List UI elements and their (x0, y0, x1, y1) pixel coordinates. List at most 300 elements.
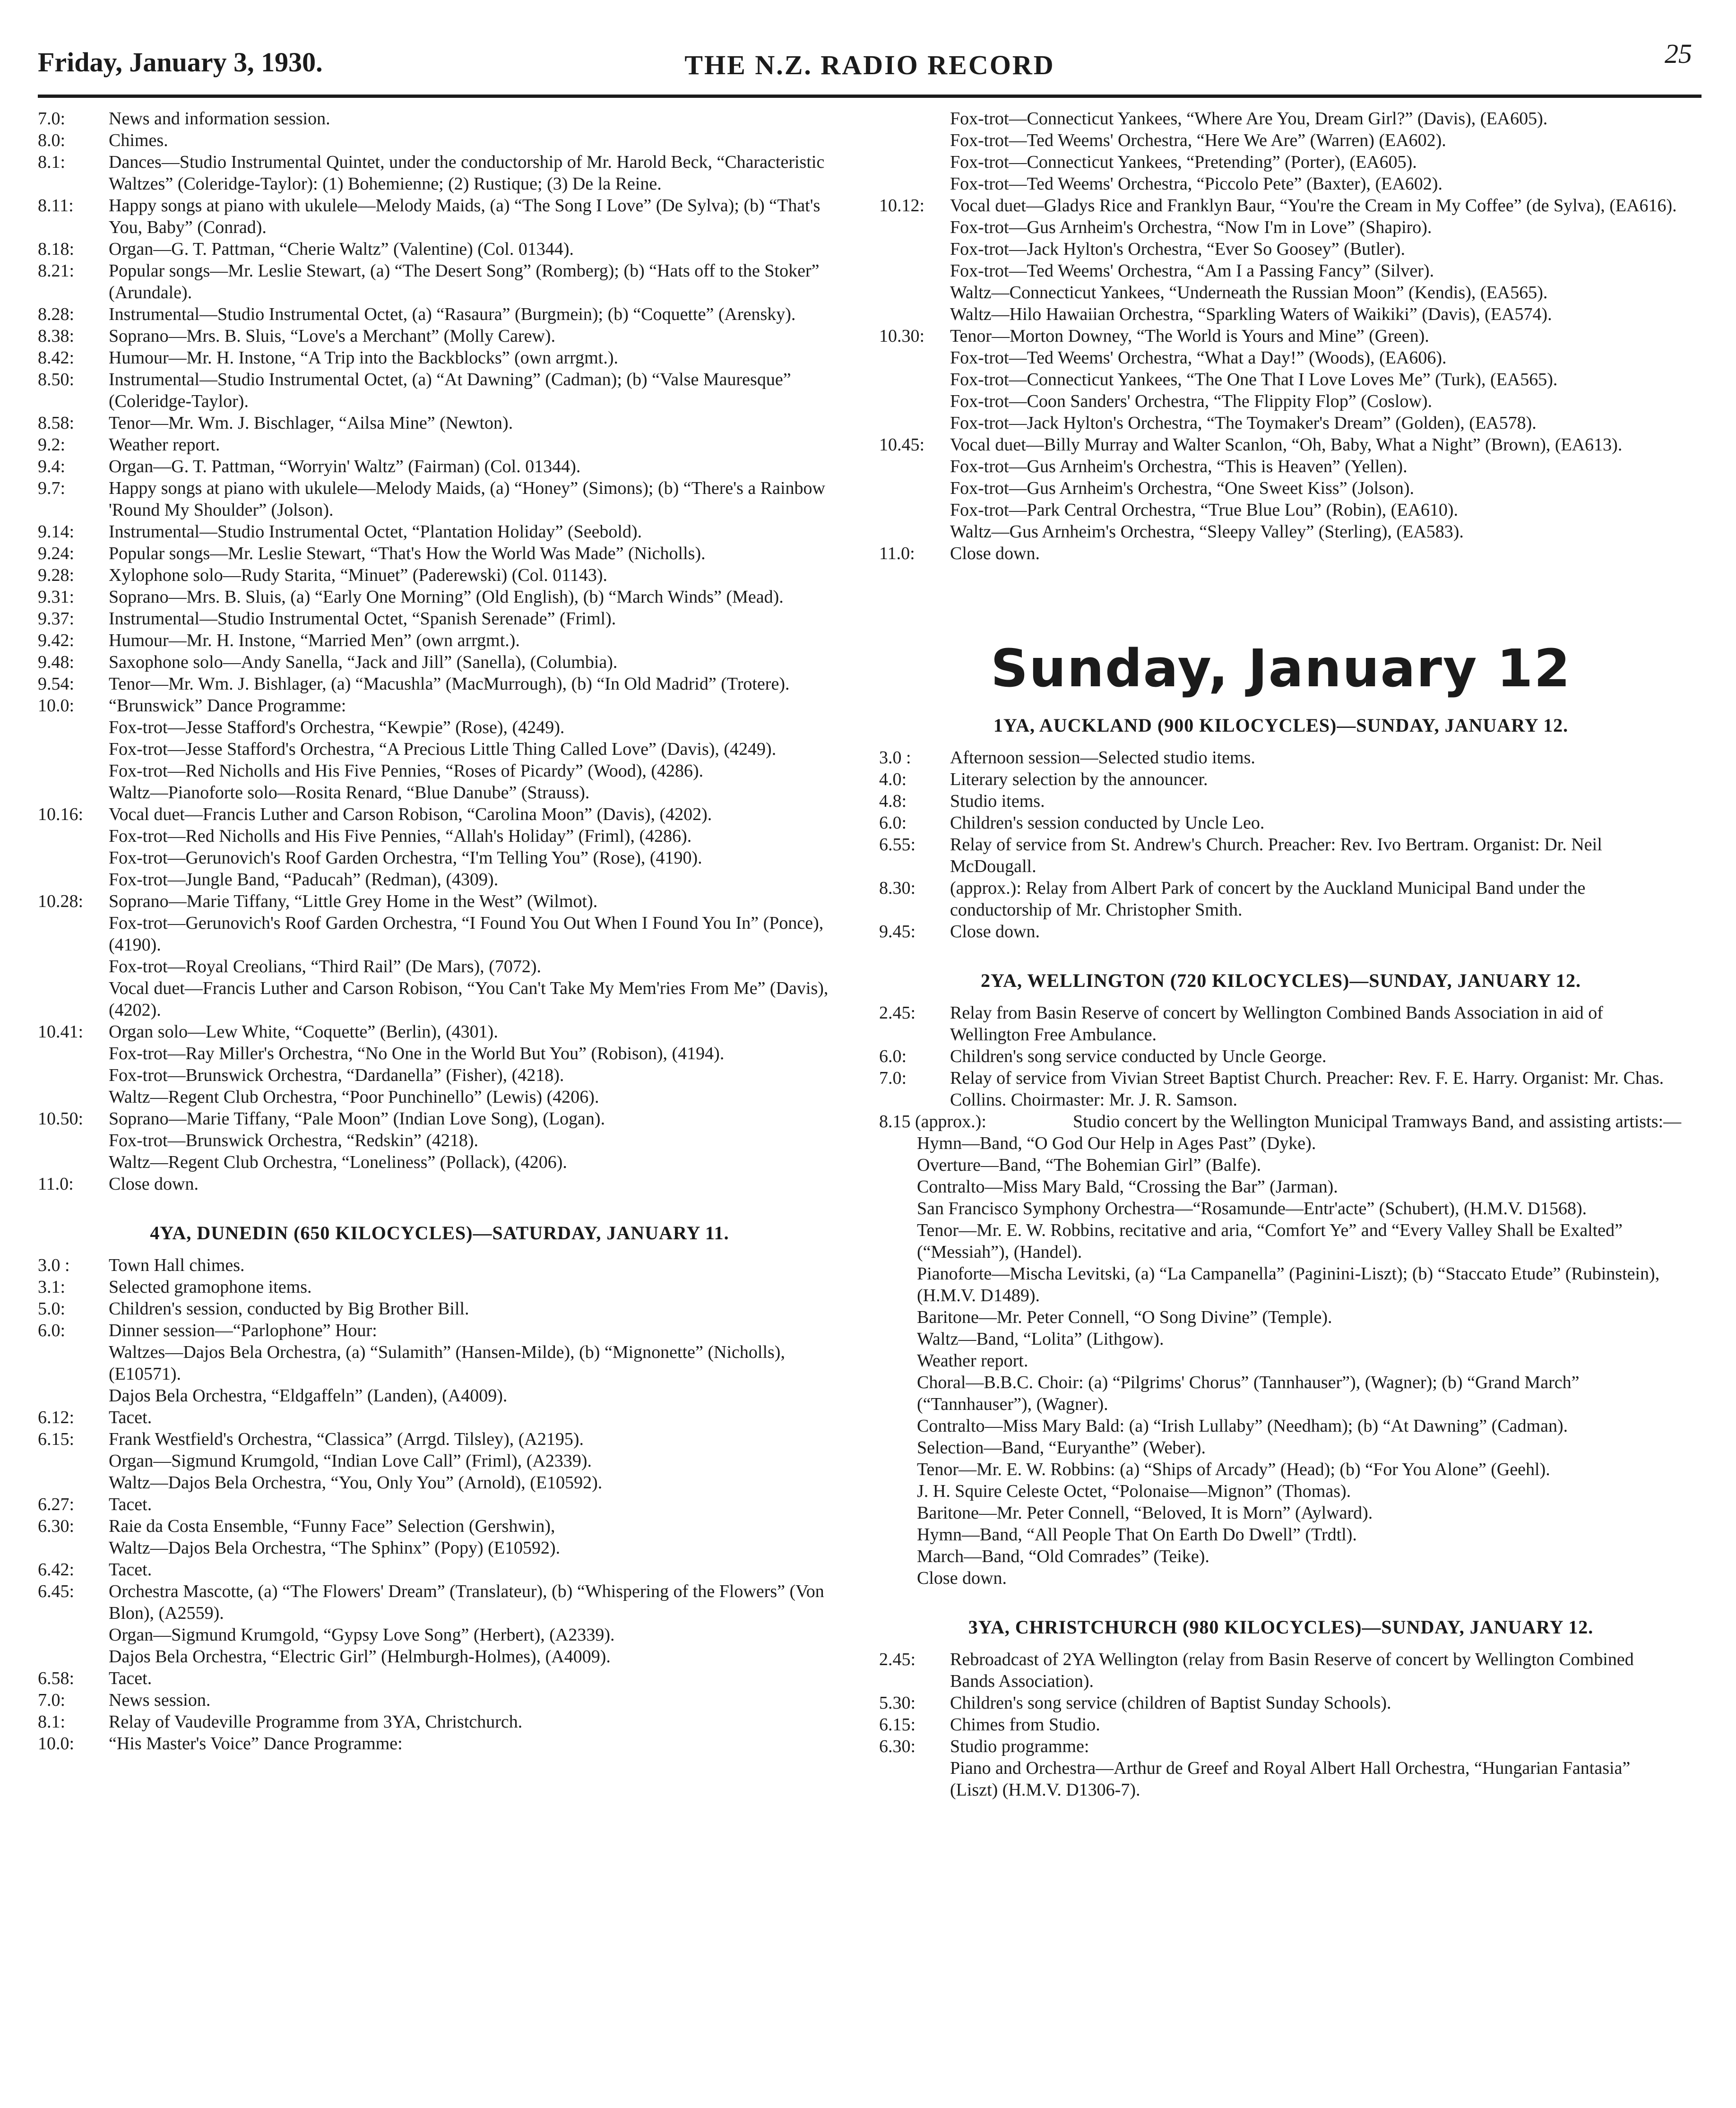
entry-text: Fox-trot—Jesse Stafford's Orchestra, “A Precious Little Thing Called Love” (Davis), (4249). (109, 739, 777, 759)
programme-list-4ya-saturday (38, 1254, 841, 1754)
entry-text: Waltz—Pianoforte solo—Rosita Renard, “Blue Danube” (Strauss). (109, 783, 590, 803)
entry-time: 6.0: (879, 813, 907, 833)
entry-text: Town Hall chimes. (109, 1255, 245, 1275)
entry-text: Vocal duet—Francis Luther and Carson Robison, “Carolina Moon” (Davis), (4202). (109, 804, 712, 824)
programme-entry (38, 1043, 841, 1064)
programme-entry (38, 977, 841, 1021)
entry-text: Relay of Vaudeville Programme from 3YA, Christchurch. (109, 1712, 523, 1732)
entry-text: Close down. (950, 922, 1040, 942)
programme-entry (879, 325, 1683, 347)
programme-sub-item: Pianoforte—Mischa Levitski, (a) “La Campanella” (Paginini-Liszt); (b) “Staccato Etude” (Rubinstein), (H.M.V. D1489). (917, 1264, 1660, 1305)
entry-time: 9.54: (38, 674, 75, 694)
issue-date: Friday, January 3, 1930. (38, 47, 323, 78)
programme-sub-item: San Francisco Symphony Orchestra—“Rosamunde—Entr'acte” (Schubert), (H.M.V. D1568). (917, 1199, 1587, 1218)
entry-time: 7.0: (38, 109, 66, 129)
entry-time: 8.58: (38, 413, 75, 433)
entry-time: 9.4: (38, 457, 66, 476)
entry-text: Studio programme: (950, 1737, 1089, 1756)
entry-time (38, 1537, 109, 1559)
entry-text: Fox-trot—Ted Weems' Orchestra, “What a Day!” (Woods), (EA606). (950, 348, 1447, 368)
entry-text: Fox-trot—Jack Hylton's Orchestra, “Ever So Goosey” (Butler). (950, 239, 1405, 259)
programme-entry (38, 477, 841, 521)
entry-time (879, 173, 950, 195)
programme-entry (38, 456, 841, 477)
entry-time: 3.0 : (879, 748, 911, 768)
programme-entry (879, 130, 1683, 151)
entry-text: Soprano—Mrs. B. Sluis, (a) “Early One Morning” (Old English), (b) “March Winds” (Mead). (109, 587, 784, 607)
entry-time (38, 717, 109, 738)
programme-entry (38, 890, 841, 912)
entry-text: Close down. (950, 544, 1040, 563)
programme-entry (879, 521, 1683, 543)
entry-time: 8.30: (879, 878, 916, 898)
entry-text: Selected gramophone items. (109, 1277, 312, 1297)
programme-sub-item: Tenor—Mr. E. W. Robbins: (a) “Ships of Arcady” (Head); (b) “For You Alone” (Geehl). (917, 1460, 1550, 1479)
entry-time: 6.12: (38, 1408, 75, 1427)
entry-text: Studio concert by the Wellington Municipal Tramways Band, and assisting artists:— (1073, 1112, 1682, 1132)
programme-entry (879, 543, 1683, 564)
entry-time: 9.28: (38, 565, 75, 585)
programme-entry (38, 1515, 841, 1537)
entry-time: 6.0: (38, 1321, 66, 1340)
programme-entry (38, 195, 841, 238)
entry-text: Organ—Sigmund Krumgold, “Gypsy Love Song” (Herbert), (A2339). (109, 1625, 615, 1645)
programme-entry (38, 303, 841, 325)
entry-time: 4.8: (879, 791, 907, 811)
entry-time: 6.15: (38, 1429, 75, 1449)
entry-text: Fox-trot—Gus Arnheim's Orchestra, “This is Heaven” (Yellen). (950, 457, 1408, 476)
programme-sub-item: Hymn—Band, “All People That On Earth Do Dwell” (Trdtl). (917, 1525, 1357, 1545)
entry-time: 10.16: (38, 804, 84, 824)
programme-entry (879, 369, 1683, 390)
programme-entry (38, 260, 841, 303)
entry-time: 6.58: (38, 1668, 75, 1688)
programme-entry (879, 412, 1683, 434)
entry-time (38, 1385, 109, 1407)
entry-text: Fox-trot—Red Nicholls and His Five Pennies, “Roses of Picardy” (Wood), (4286). (109, 761, 704, 781)
programme-entry (38, 1472, 841, 1494)
entry-text: Waltz—Gus Arnheim's Orchestra, “Sleepy Valley” (Sterling), (EA583). (950, 522, 1464, 542)
entry-time: 9.37: (38, 609, 75, 629)
entry-time (38, 956, 109, 977)
entry-time: 9.48: (38, 652, 75, 672)
programme-entry (879, 812, 1683, 834)
programme-entry (38, 1276, 841, 1298)
programme-entry (38, 608, 841, 630)
programme-entry (38, 847, 841, 869)
entry-text: Orchestra Mascotte, (a) “The Flowers' Dream” (Translateur), (b) “Whispering of the Flowers” (Von Blon), (A2559). (109, 1581, 824, 1623)
entry-time (38, 760, 109, 782)
entry-text: Tenor—Mr. Wm. J. Bischlager, “Ailsa Mine” (Newton). (109, 413, 513, 433)
entry-time: 3.0 : (38, 1255, 70, 1275)
entry-text: Chimes. (109, 130, 168, 150)
entry-text: Vocal duet—Billy Murray and Walter Scanlon, “Oh, Baby, What a Night” (Brown), (EA613). (950, 435, 1623, 455)
programme-sub-item: Baritone—Mr. Peter Connell, “O Song Divine” (Temple). (917, 1307, 1332, 1327)
entry-time (38, 1646, 109, 1667)
entry-text: Fox-trot—Ray Miller's Orchestra, “No One in the World But You” (Robison), (4194). (109, 1044, 725, 1063)
station-heading-4ya: 4YA, DUNEDIN (650 KILOCYCLES)—SATURDAY, JANUARY 11. (150, 1222, 729, 1244)
entry-time: 6.15: (879, 1715, 916, 1735)
programme-entry (38, 1064, 841, 1086)
programme-entry (38, 956, 841, 977)
entry-time: 9.24: (38, 544, 75, 563)
entry-text: Organ solo—Lew White, “Coquette” (Berlin), (4301). (109, 1022, 498, 1042)
entry-text: Rebroadcast of 2YA Wellington (relay from Basin Reserve of concert by Wellington Combined Bands Association). (950, 1650, 1634, 1691)
entry-text: Xylophone solo—Rudy Starita, “Minuet” (Paderewski) (Col. 01143). (109, 565, 608, 585)
programme-entry (38, 1108, 841, 1130)
programme-sub-item: Baritone—Mr. Peter Connell, “Beloved, It is Morn” (Aylward). (917, 1503, 1373, 1523)
programme-entry (879, 1649, 1683, 1692)
entry-time (879, 347, 950, 369)
entry-text: Waltz—Regent Club Orchestra, “Loneliness” (Pollack), (4206). (109, 1152, 567, 1172)
programme-entry (38, 1151, 841, 1173)
entry-text: Instrumental—Studio Instrumental Octet, (a) “Rasaura” (Burgmein); (b) “Coquette” (Arensky). (109, 304, 796, 324)
entry-time: 2.45: (879, 1003, 916, 1023)
programme-list-continued (879, 108, 1683, 564)
entry-text: News session. (109, 1690, 211, 1710)
entry-text: Dances—Studio Instrumental Quintet, under the conductorship of Mr. Harold Beck, “Characteristic Waltzes” (Coleridge-Taylor): (1) Bohemienne; (2) Rustique; (3) De la Reine. (109, 152, 825, 194)
entry-text: Children's song service (children of Baptist Sunday Schools). (950, 1693, 1391, 1713)
programme-entry (879, 282, 1683, 303)
entry-text: Fox-trot—Connecticut Yankees, “The One That I Love Loves Me” (Turk), (EA565). (950, 370, 1558, 389)
entry-time: 10.50: (38, 1109, 84, 1129)
programme-entry (38, 347, 841, 369)
programme-entry (38, 238, 841, 260)
entry-time: 10.41: (38, 1022, 84, 1042)
programme-entry (38, 673, 841, 695)
entry-text: (approx.): Relay from Albert Park of concert by the Auckland Municipal Band under the conductorship of Mr. Christopher Smith. (950, 878, 1586, 920)
entry-time: 6.0: (879, 1046, 907, 1066)
entry-text: Humour—Mr. H. Instone, “Married Men” (own arrgmt.). (109, 631, 520, 650)
entry-text: Fox-trot—Jack Hylton's Orchestra, “The Toymaker's Dream” (Golden), (EA578). (950, 413, 1537, 433)
entry-text: Saxophone solo—Andy Sanella, “Jack and Jill” (Sanella), (Columbia). (109, 652, 618, 672)
entry-time: 5.0: (38, 1299, 66, 1319)
programme-entry (38, 912, 841, 956)
entry-time (879, 1757, 950, 1801)
entry-time: 7.0: (38, 1690, 66, 1710)
programme-entry (879, 390, 1683, 412)
programme-list-1ya (879, 747, 1683, 942)
entry-text: Weather report. (109, 435, 220, 455)
entry-time: 8.38: (38, 326, 75, 346)
entry-text: Fox-trot—Ted Weems' Orchestra, “Here We Are” (Warren) (EA602). (950, 130, 1446, 150)
programme-list-3ya-sunday (879, 1649, 1683, 1801)
entry-text: Tenor—Morton Downey, “The World is Yours and Mine” (Green). (950, 326, 1429, 346)
entry-time: 8.1: (38, 152, 66, 172)
entry-text: Afternoon session—Selected studio items. (950, 748, 1255, 768)
entry-time: 5.30: (879, 1693, 916, 1713)
entry-time (38, 1130, 109, 1151)
programme-entry (879, 260, 1683, 282)
entry-text: Soprano—Marie Tiffany, “Little Grey Home in the West” (Wilmot). (109, 891, 598, 911)
programme-sub-item: Selection—Band, “Euryanthe” (Weber). (917, 1438, 1206, 1458)
entry-text: Fox-trot—Brunswick Orchestra, “Redskin” (4218). (109, 1131, 479, 1150)
entry-time: 8.42: (38, 348, 75, 368)
entry-text: Raie da Costa Ensemble, “Funny Face” Selection (Gershwin), (109, 1516, 555, 1536)
entry-time (38, 912, 109, 956)
programme-sub-items-2ya (879, 1132, 1683, 1589)
entry-text: Tacet. (109, 1560, 152, 1580)
entry-text: Popular songs—Mr. Leslie Stewart, “That's How the World Was Made” (Nicholls). (109, 544, 706, 563)
programme-entry (38, 1086, 841, 1108)
entry-time (38, 869, 109, 890)
programme-entry (879, 1757, 1683, 1801)
programme-entry (879, 173, 1683, 195)
entry-text: Organ—Sigmund Krumgold, “Indian Love Call” (Friml), (A2339). (109, 1451, 592, 1471)
entry-time: 10.0: (38, 1734, 75, 1754)
programme-entry (38, 1320, 841, 1341)
programme-entry (879, 1067, 1683, 1111)
programme-entry (38, 369, 841, 412)
entry-time (38, 1086, 109, 1108)
entry-time (38, 1450, 109, 1472)
entry-time (38, 1151, 109, 1173)
entry-text: Organ—G. T. Pattman, “Worryin' Waltz” (Fairman) (Col. 01344). (109, 457, 581, 476)
programme-entry (38, 1450, 841, 1472)
entry-text: Waltz—Dajos Bela Orchestra, “The Sphinx” (Popy) (E10592). (109, 1538, 561, 1558)
publication-title: THE N.Z. RADIO RECORD (684, 50, 1055, 80)
entry-text: Instrumental—Studio Instrumental Octet, (a) “At Dawning” (Cadman); (b) “Valse Mauresque” (Coleridge-Taylor). (109, 370, 791, 411)
entry-text: Fox-trot—Connecticut Yankees, “Pretending” (Porter), (EA605). (950, 152, 1417, 172)
entry-text: Waltz—Dajos Bela Orchestra, “You, Only You” (Arnold), (E10592). (109, 1473, 603, 1493)
entry-time (879, 151, 950, 173)
programme-entry (38, 1254, 841, 1276)
programme-entry (38, 521, 841, 543)
entry-text: Tacet. (109, 1668, 152, 1688)
programme-entry (879, 769, 1683, 790)
programme-entry (38, 825, 841, 847)
entry-text: Popular songs—Mr. Leslie Stewart, (a) “The Desert Song” (Romberg); (b) “Hats off to the Stoker” (Arundale). (109, 261, 820, 302)
programme-entry (879, 747, 1683, 769)
entry-time: 8.15 (approx.): (879, 1112, 986, 1132)
programme-entry (879, 434, 1683, 456)
entry-time: 10.12: (879, 196, 925, 216)
entry-text: “His Master's Voice” Dance Programme: (109, 1734, 403, 1754)
entry-time: 6.27: (38, 1495, 75, 1514)
programme-entry (38, 1021, 841, 1043)
entry-text: Children's session conducted by Uncle Leo. (950, 813, 1265, 833)
entry-text: Vocal duet—Francis Luther and Carson Robison, “You Can't Take My Mem'ries From Me” (Davis), (4202). (109, 978, 829, 1020)
entry-text: Tenor—Mr. Wm. J. Bishlager, (a) “Macushla” (MacMurrough), (b) “In Old Madrid” (Trotere). (109, 674, 790, 694)
entry-text: Soprano—Mrs. B. Sluis, “Love's a Merchant” (Molly Carew). (109, 326, 556, 346)
entry-time: 11.0: (879, 544, 915, 563)
entry-text: Waltzes—Dajos Bela Orchestra, (a) “Sulamith” (Hansen-Milde), (b) “Mignonette” (Nicholls), (E10571). (109, 1342, 785, 1384)
entry-text: Organ—G. T. Pattman, “Cherie Waltz” (Valentine) (Col. 01344). (109, 239, 574, 259)
programme-entry (879, 1111, 1683, 1132)
programme-entry (38, 1407, 841, 1428)
entry-time: 10.0: (38, 696, 75, 716)
entry-text: Studio items. (950, 791, 1045, 811)
entry-text: Relay from Basin Reserve of concert by Wellington Combined Bands Association in aid of Wellington Free Ambulance. (950, 1003, 1603, 1045)
programme-entry (38, 869, 841, 890)
entry-time: 6.55: (879, 835, 916, 855)
entry-text: Children's session, conducted by Big Brother Bill. (109, 1299, 469, 1319)
programme-entry (38, 1428, 841, 1450)
programme-entry (38, 543, 841, 564)
entry-text: Dajos Bela Orchestra, “Electric Girl” (Helmburgh-Holmes), (A4009). (109, 1647, 611, 1667)
programme-entry (38, 1537, 841, 1559)
entry-time: 4.0: (879, 769, 907, 789)
programme-entry (38, 1689, 841, 1711)
programme-entry (38, 151, 841, 195)
entry-time (38, 738, 109, 760)
programme-entry (879, 151, 1683, 173)
entry-text: Dajos Bela Orchestra, “Eldgaffeln” (Landen), (A4009). (109, 1386, 508, 1406)
programme-entry (879, 456, 1683, 477)
entry-time: 7.0: (879, 1068, 907, 1088)
programme-entry (38, 412, 841, 434)
entry-time: 8.50: (38, 370, 75, 389)
entry-time: 6.30: (879, 1737, 916, 1756)
programme-sub-item: Contralto—Miss Mary Bald: (a) “Irish Lullaby” (Needham); (b) “At Dawning” (Cadman). (917, 1416, 1568, 1436)
programme-entry (879, 238, 1683, 260)
programme-sub-item: Tenor—Mr. E. W. Robbins, recitative and aria, “Comfort Ye” and “Every Valley Shall be Exalted” (“Messiah”), (Handel). (917, 1220, 1623, 1262)
programme-entry (38, 760, 841, 782)
entry-time: 2.45: (879, 1650, 916, 1669)
entry-time: 9.45: (879, 922, 916, 942)
entry-text: Fox-trot—Ted Weems' Orchestra, “Am I a Passing Fancy” (Silver). (950, 261, 1434, 281)
programme-entry (879, 499, 1683, 521)
programme-entry (38, 325, 841, 347)
entry-text: Waltz—Regent Club Orchestra, “Poor Punchinello” (Lewis) (4206). (109, 1087, 599, 1107)
entry-time (879, 238, 950, 260)
entry-text: Fox-trot—Connecticut Yankees, “Where Are You, Dream Girl?” (Davis), (EA605). (950, 109, 1548, 129)
entry-text: Dinner session—“Parlophone” Hour: (109, 1321, 377, 1340)
entry-time (38, 1624, 109, 1646)
entry-time (38, 977, 109, 1021)
entry-time: 6.42: (38, 1560, 75, 1580)
entry-time: 8.28: (38, 304, 75, 324)
programme-sub-item: March—Band, “Old Comrades” (Teike). (917, 1546, 1209, 1566)
programme-entry (38, 1559, 841, 1581)
entry-time: 10.30: (879, 326, 925, 346)
entry-time (879, 477, 950, 499)
entry-time (879, 456, 950, 477)
entry-time: 3.1: (38, 1277, 66, 1297)
entry-text: Fox-trot—Jungle Band, “Paducah” (Redman), (4309). (109, 870, 499, 890)
entry-text: Children's song service conducted by Uncle George. (950, 1046, 1327, 1066)
entry-time: 8.18: (38, 239, 75, 259)
entry-time (38, 1064, 109, 1086)
programme-entry (879, 1736, 1683, 1757)
entry-time (38, 1341, 109, 1385)
entry-time: 8.21: (38, 261, 75, 281)
programme-entry (38, 1667, 841, 1689)
programme-entry (38, 108, 841, 130)
programme-sub-item: Close down. (917, 1568, 1007, 1588)
entry-time (38, 1472, 109, 1494)
programme-sub-item: Hymn—Band, “O God Our Help in Ages Past” (Dyke). (917, 1133, 1316, 1153)
programme-entry (38, 1711, 841, 1733)
programme-sub-item: Waltz—Band, “Lolita” (Lithgow). (917, 1329, 1164, 1349)
entry-text: Vocal duet—Gladys Rice and Franklyn Baur, “You're the Cream in My Coffee” (de Sylva), (EA616). (950, 196, 1677, 216)
programme-entry (879, 303, 1683, 325)
entry-time: 11.0: (38, 1174, 74, 1194)
programme-entry (38, 1130, 841, 1151)
entry-time: 8.11: (38, 196, 74, 216)
entry-text: Fox-trot—Gus Arnheim's Orchestra, “One Sweet Kiss” (Jolson). (950, 478, 1415, 498)
entry-time (38, 782, 109, 803)
programme-sub-item: Choral—B.B.C. Choir: (a) “Pilgrims' Chorus” (Tannhauser”), (Wagner); (b) “Grand March” (“Tannhauser”), (Wagner). (917, 1373, 1580, 1414)
programme-entry (879, 195, 1683, 216)
entry-time: 10.45: (879, 435, 925, 455)
entry-text: Chimes from Studio. (950, 1715, 1100, 1735)
entry-text: Close down. (109, 1174, 199, 1194)
programme-entry (879, 1692, 1683, 1714)
entry-text: Waltz—Connecticut Yankees, “Underneath the Russian Moon” (Kendis), (EA565). (950, 283, 1548, 302)
programme-entry (38, 1581, 841, 1624)
programme-entry (38, 1385, 841, 1407)
programme-entry (38, 695, 841, 717)
entry-time: 8.1: (38, 1712, 66, 1732)
page-number: 25 (1665, 38, 1692, 69)
entry-time (879, 216, 950, 238)
entry-time (879, 108, 950, 130)
entry-text: Instrumental—Studio Instrumental Octet, “Spanish Serenade” (Friml). (109, 609, 616, 629)
entry-time: 6.45: (38, 1581, 75, 1601)
programme-entry (38, 738, 841, 760)
entry-time: 9.2: (38, 435, 66, 455)
entry-text: “Brunswick” Dance Programme: (109, 696, 346, 716)
entry-text: Fox-trot—Ted Weems' Orchestra, “Piccolo Pete” (Baxter), (EA602). (950, 174, 1442, 194)
programme-entry (879, 477, 1683, 499)
programme-entry (879, 877, 1683, 921)
programme-entry (38, 651, 841, 673)
entry-text: Soprano—Marie Tiffany, “Pale Moon” (Indian Love Song), (Logan). (109, 1109, 605, 1129)
programme-entry (879, 790, 1683, 812)
programme-entry (38, 1624, 841, 1646)
programme-entry (879, 1045, 1683, 1067)
programme-entry (38, 1173, 841, 1195)
programme-entry (879, 347, 1683, 369)
entry-text: Fox-trot—Brunswick Orchestra, “Dardanella” (Fisher), (4218). (109, 1065, 564, 1085)
programme-entry (879, 216, 1683, 238)
programme-entry (38, 1494, 841, 1515)
entry-time (879, 499, 950, 521)
programme-entry (38, 717, 841, 738)
programme-sub-item: Contralto—Miss Mary Bald, “Crossing the Bar” (Jarman). (917, 1177, 1338, 1197)
entry-text: Fox-trot—Jesse Stafford's Orchestra, “Kewpie” (Rose), (4249). (109, 717, 565, 737)
programme-entry (38, 130, 841, 151)
entry-text: Fox-trot—Royal Creolians, “Third Rail” (De Mars), (7072). (109, 957, 541, 976)
programme-entry (38, 1646, 841, 1667)
entry-text: Piano and Orchestra—Arthur de Greef and Royal Albert Hall Orchestra, “Hungarian Fantasia” (Liszt) (H.M.V. D1306-7). (950, 1758, 1631, 1800)
entry-text: Fox-trot—Gerunovich's Roof Garden Orchestra, “I'm Telling You” (Rose), (4190). (109, 848, 702, 868)
entry-time: 9.14: (38, 522, 75, 542)
programme-entry (38, 434, 841, 456)
day-heading: Sunday, January 12 (990, 638, 1571, 699)
programme-list-2ya (879, 1002, 1683, 1111)
station-heading-3ya: 3YA, CHRISTCHURCH (980 KILOCYCLES)—SUNDAY, JANUARY 12. (968, 1616, 1594, 1638)
entry-text: Fox-trot—Red Nicholls and His Five Pennies, “Allah's Holiday” (Friml), (4286). (109, 826, 692, 846)
entry-text: Happy songs at piano with ukulele—Melody Maids, (a) “Honey” (Simons); (b) “There's a Rainbow 'Round My Shoulder” (Jolson). (109, 478, 825, 520)
programme-entry (879, 921, 1683, 942)
entry-time (879, 260, 950, 282)
programme-entry (879, 108, 1683, 130)
entry-time (879, 412, 950, 434)
programme-list-3ya-saturday (38, 108, 841, 1195)
entry-time: 6.30: (38, 1516, 75, 1536)
programme-entry (38, 1298, 841, 1320)
entry-text: Fox-trot—Park Central Orchestra, “True Blue Lou” (Robin), (EA610). (950, 500, 1459, 520)
entry-time: 9.7: (38, 478, 66, 498)
left-column (38, 108, 841, 1754)
entry-text: Fox-trot—Gerunovich's Roof Garden Orchestra, “I Found You Out When I Found You In” (Ponce), (4190). (109, 913, 824, 955)
programme-entry (38, 1341, 841, 1385)
programme-sub-item: Overture—Band, “The Bohemian Girl” (Balfe). (917, 1155, 1261, 1175)
station-heading-1ya: 1YA, AUCKLAND (900 KILOCYCLES)—SUNDAY, JANUARY 12. (993, 715, 1569, 736)
programme-entry (879, 1002, 1683, 1045)
